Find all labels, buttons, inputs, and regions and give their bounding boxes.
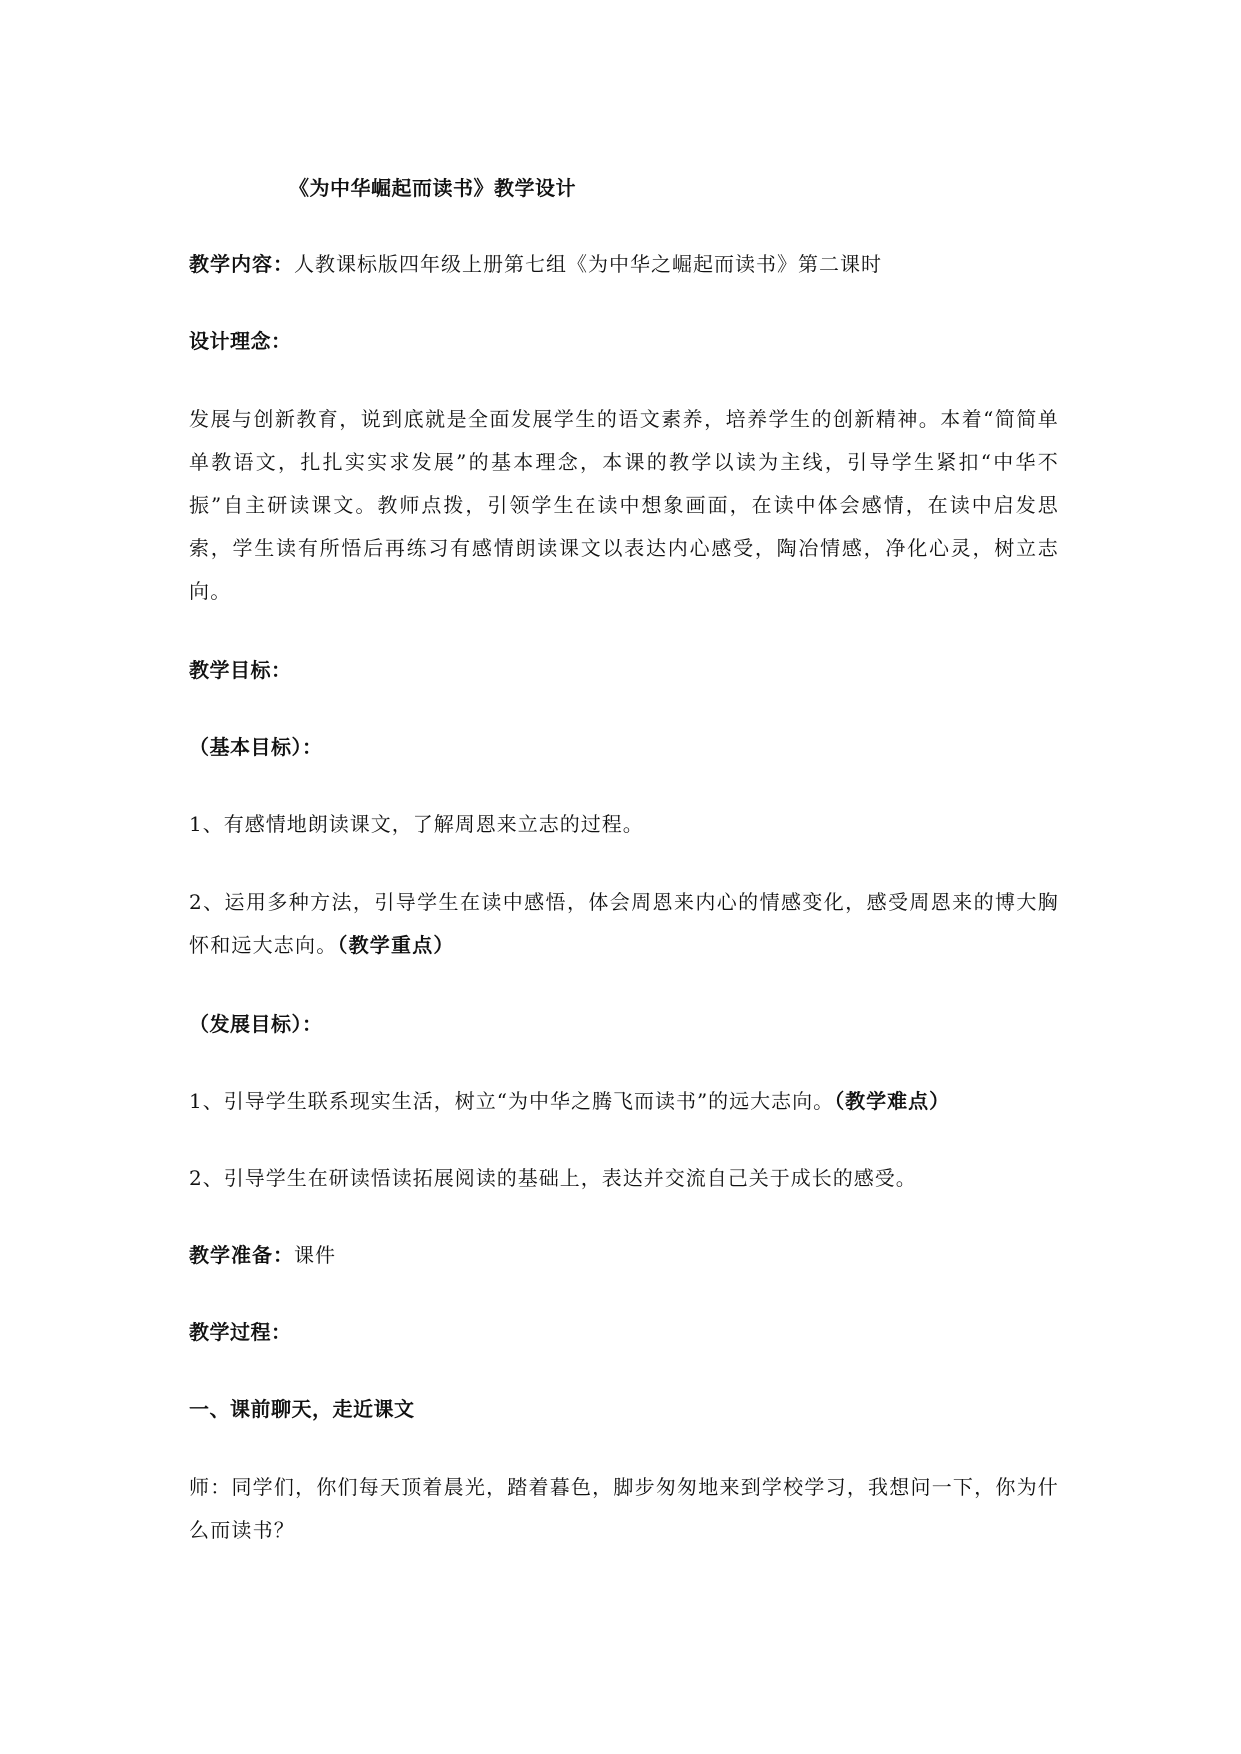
- basic-goal-1: 1、有感情地朗读课文，了解周恩来立志的过程。: [189, 812, 644, 836]
- basic-goal-2: [189, 881, 1059, 967]
- teacher-dialogue: 师：同学们，你们每天顶着晨光，踏着暮色，脚步匆匆地来到学校学习，我想问一下，你为什么而读书？: [189, 1475, 1059, 1542]
- page-title: 《为中华崛起而读书》教学设计: [289, 176, 576, 200]
- design-concept-text: 发展与创新教育，说到底就是全面发展学生的语文素养，培养学生的创新精神。本着“简简单单教语文，扎扎实实求发展”的基本理念，本课的教学以读为主线，引导学生紧扣“中华不振”自主研读课文。教师点拨，引领学生在读中想象画面，在读中体会感情，在读中启发思索，学生读有所悟后再练习有感情朗读课文以表达内心感受，陶冶情感，净化心灵，树立志向。: [189, 407, 1059, 603]
- teaching-goals-label: 教学目标：: [189, 658, 292, 682]
- development-goal-1: [189, 1081, 1059, 1121]
- teaching-content-line: [189, 244, 1059, 284]
- basic-goal-2-text: 2、运用多种方法，引导学生在读中感悟，体会周恩来内心的情感变化，感受周恩来的博大胸怀和远大志向。: [189, 890, 1059, 957]
- teaching-prep-label: 教学准备：: [189, 1243, 294, 1267]
- development-goal-1-emphasis: （教学难点）: [834, 1089, 951, 1113]
- teaching-prep-value: 课件: [294, 1243, 336, 1267]
- teaching-process-label: 教学过程：: [189, 1320, 292, 1344]
- development-goal-1-text: 1、引导学生联系现实生活，树立“为中华之腾飞而读书”的远大志向。: [189, 1089, 835, 1113]
- design-concept-label: 设计理念：: [189, 329, 292, 353]
- teaching-prep-line: [189, 1235, 1059, 1275]
- development-goals-label: （发展目标）：: [189, 1012, 323, 1036]
- basic-goal-2-emphasis: （教学重点）: [337, 933, 455, 957]
- section-1-heading: 一、课前聊天，走近课文: [189, 1397, 415, 1421]
- document-body: [189, 168, 1059, 1589]
- teaching-content-value: 人教课标版四年级上册第七组《为中华之崛起而读书》第二课时: [294, 252, 882, 276]
- basic-goals-label: （基本目标）：: [189, 735, 323, 759]
- development-goal-2: 2、引导学生在研读悟读拓展阅读的基础上，表达并交流自己关于成长的感受。: [189, 1166, 917, 1190]
- teaching-content-label: 教学内容：: [189, 252, 294, 276]
